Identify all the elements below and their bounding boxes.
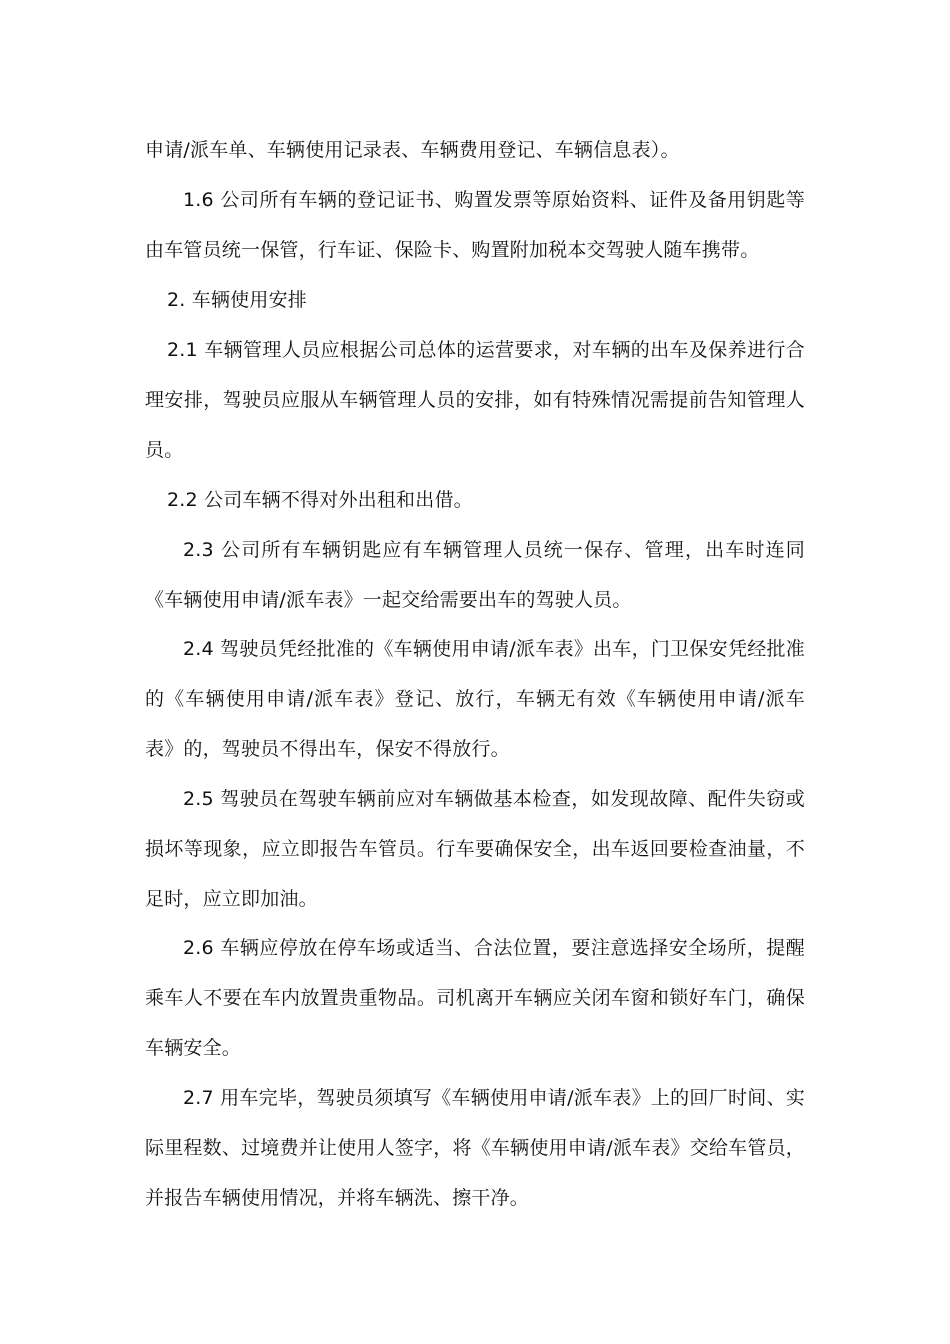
text-line: 员。: [145, 439, 184, 461]
text-line: 乘车人不要在车内放置贵重物品。司机离开车辆应关闭车窗和锁好车门，确保: [145, 987, 805, 1009]
text-line: 的《车辆使用申请/派车表》登记、放行，车辆无有效《车辆使用申请/派车: [145, 688, 805, 710]
text-line: 申请/派车单、车辆使用记录表、车辆费用登记、车辆信息表）。: [145, 139, 680, 161]
text-line: 车辆安全。: [145, 1037, 242, 1059]
text-line: 2.6 车辆应停放在停车场或适当、合法位置，要注意选择安全场所，提醒: [183, 937, 805, 959]
text-line: 1.6 公司所有车辆的登记证书、购置发票等原始资料、证件及备用钥匙等: [183, 189, 805, 211]
text-line: 2.1 车辆管理人员应根据公司总体的运营要求，对车辆的出车及保养进行合: [167, 339, 805, 361]
text-line: 2.2 公司车辆不得对外出租和出借。: [167, 489, 473, 511]
text-line: 由车管员统一保管，行车证、保险卡、购置附加税本交驾驶人随车携带。: [145, 239, 760, 261]
text-line: 2.3 公司所有车辆钥匙应有车辆管理人员统一保存、管理，出车时连同: [183, 539, 805, 561]
text-line: 2.5 驾驶员在驾驶车辆前应对车辆做基本检查，如发现故障、配件失窃或: [183, 788, 805, 810]
text-line: 并报告车辆使用情况，并将车辆洗、擦干净。: [145, 1187, 530, 1209]
text-line: 2.4 驾驶员凭经批准的《车辆使用申请/派车表》出车，门卫保安凭经批准: [183, 638, 805, 660]
text-line: 损坏等现象，应立即报告车管员。行车要确保安全，出车返回要检查油量，不: [145, 838, 805, 860]
text-line: 足时，应立即加油。: [145, 888, 318, 910]
section-heading: 2. 车辆使用安排: [167, 289, 307, 311]
text-line: 理安排，驾驶员应服从车辆管理人员的安排，如有特殊情况需提前告知管理人: [145, 389, 805, 411]
text-line: 2.7 用车完毕，驾驶员须填写《车辆使用申请/派车表》上的回厂时间、实: [183, 1087, 805, 1109]
text-line: 际里程数、过境费并让使用人签字，将《车辆使用申请/派车表》交给车管员，: [145, 1137, 805, 1159]
text-line: 表》的，驾驶员不得出车，保安不得放行。: [145, 738, 510, 760]
text-line: 《车辆使用申请/派车表》一起交给需要出车的驾驶人员。: [145, 589, 632, 611]
